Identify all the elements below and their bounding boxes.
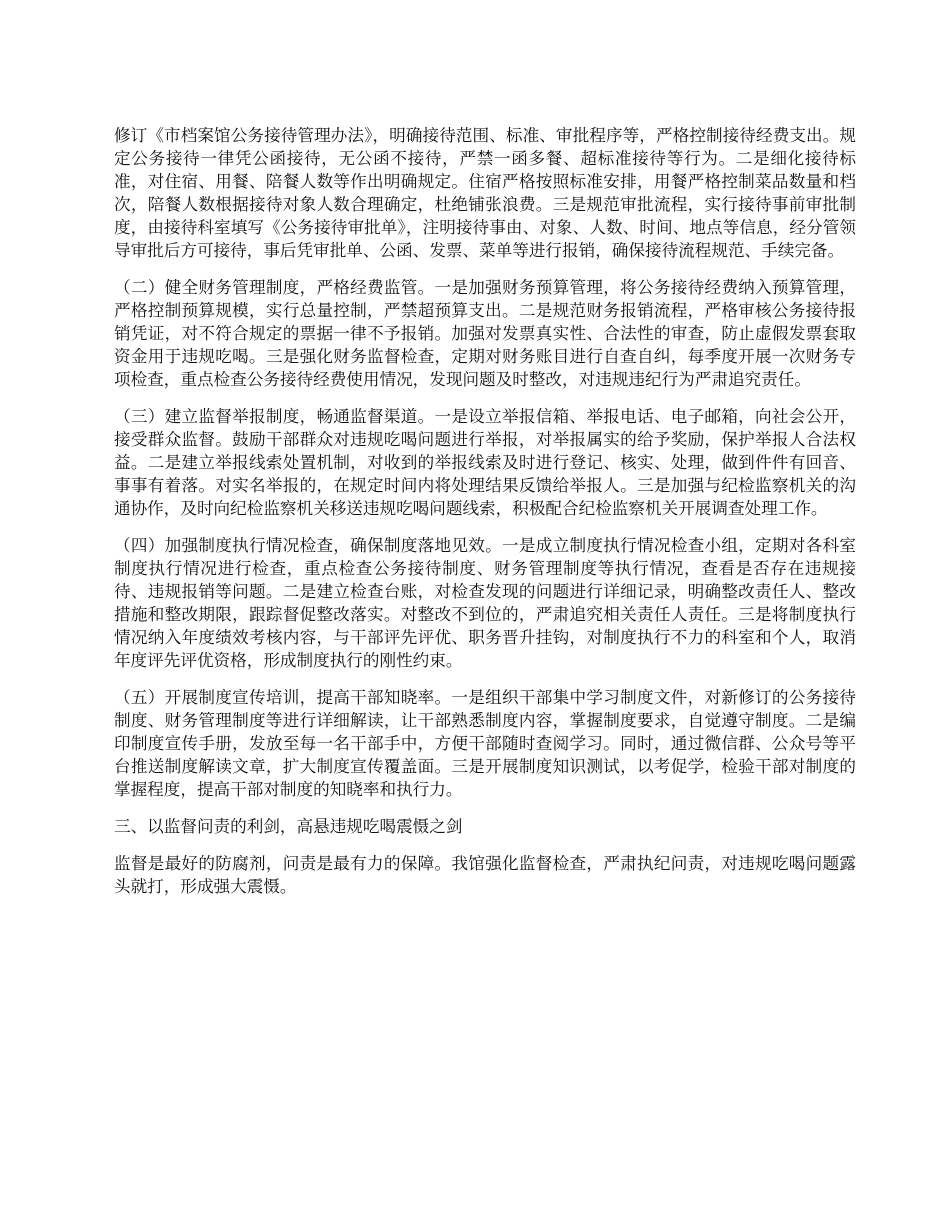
document-body xyxy=(114,124,856,912)
paragraph-supervision-reporting: （三）建立监督举报制度，畅通监督渠道。一是设立举报信箱、举报电话、电子邮箱，向社会公开，接受群众监督。鼓励干部群众对违规吃喝问题进行举报，对举报属实的给予奖励，保护举报人合法权益。二是建立举报线索处置机制，对收到的举报线索及时进行登记、核实、处理，做到件件有回音、事事有着落。对实名举报的，在规定时间内将处理结果反馈给举报人。三是加强与纪检监察机关的沟通协作，及时向纪检监察机关移送违规吃喝问题线索，积极配合纪检监察机关开展调查处理工作。 xyxy=(114,407,856,518)
paragraph-accountability: 监督是最好的防腐剂，问责是最有力的保障。我馆强化监督检查，严肃执纪问责，对违规吃喝问题露头就打，形成强大震慑。 xyxy=(114,854,856,896)
paragraph-financial-management: （二）健全财务管理制度，严格经费监管。一是加强财务预算管理，将公务接待经费纳入预算管理，严格控制预算规模，实行总量控制，严禁超预算支出。二是规范财务报销流程，严格审核公务接待报销凭证，对不符合规定的票据一律不予报销。加强对发票真实性、合法性的审查，防止虚假发票套取资金用于违规吃喝。三是强化财务监督检查，定期对财务账目进行自查自纠，每季度开展一次财务专项检查，重点检查公务接待经费使用情况，发现问题及时整改，对违规违纪行为严肃追究责任。 xyxy=(114,278,856,389)
paragraph-execution-inspection: （四）加强制度执行情况检查，确保制度落地见效。一是成立制度执行情况检查小组，定期对各科室制度执行情况进行检查，重点检查公务接待制度、财务管理制度等执行情况，查看是否存在违规接待、违规报销等问题。二是建立检查台账，对检查发现的问题进行详细记录，明确整改责任人、整改措施和整改期限，跟踪督促整改落实。对整改不到位的，严肃追究相关责任人责任。三是将制度执行情况纳入年度绩效考核内容，与干部评先评优、职务晋升挂钩，对制度执行不力的科室和个人，取消年度评先评优资格，形成制度执行的刚性约束。 xyxy=(114,536,856,670)
paragraph-reception-rules: 修订《市档案馆公务接待管理办法》，明确接待范围、标准、审批程序等，严格控制接待经费支出。规定公务接待一律凭公函接待，无公函不接待，严禁一函多餐、超标准接待等行为。二是细化接待标准，对住宿、用餐、陪餐人数等作出明确规定。住宿严格按照标准安排，用餐严格控制菜品数量和档次，陪餐人数根据接待对象人数合理确定，杜绝铺张浪费。三是规范审批流程，实行接待事前审批制度，由接待科室填写《公务接待审批单》，注明接待事由、对象、人数、时间、地点等信息，经分管领导审批后方可接待，事后凭审批单、公函、发票、菜单等进行报销，确保接待流程规范、手续完备。 xyxy=(114,126,856,260)
paragraph-training-publicity: （五）开展制度宣传培训，提高干部知晓率。一是组织干部集中学习制度文件，对新修订的公务接待制度、财务管理制度等进行详细解读，让干部熟悉制度内容，掌握制度要求，自觉遵守制度。二是编印制度宣传手册，发放至每一名干部手中，方便干部随时查阅学习。同时，通过微信群、公众号等平台推送制度解读文章，扩大制度宣传覆盖面。三是开展制度知识测试，以考促学，检验干部对制度的掌握程度，提高干部对制度的知晓率和执行力。 xyxy=(114,688,856,799)
section-heading: 三、以监督问责的利剑，高悬违规吃喝震慑之剑 xyxy=(114,817,463,836)
